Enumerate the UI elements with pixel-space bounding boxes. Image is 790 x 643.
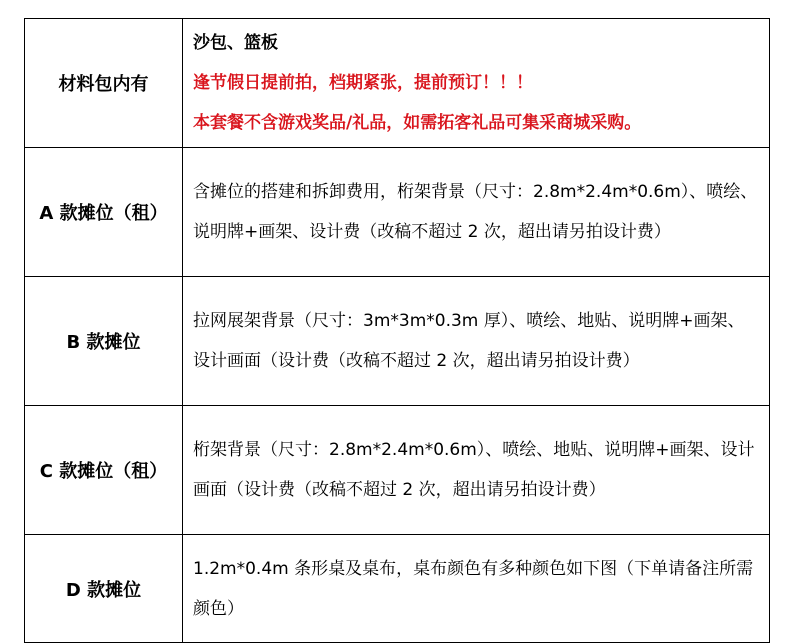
materials-items: 沙包、篮板: [193, 33, 278, 53]
row-label-booth-a: A 款摊位（租）: [25, 148, 183, 277]
table-row-booth-b: [25, 277, 770, 406]
gift-notice: 本套餐不含游戏奖品/礼品，如需拓客礼品可集采商城采购。: [193, 113, 642, 133]
row-content-materials: [183, 19, 770, 148]
row-content-booth-c: 桁架背景（尺寸：2.8m*2.4m*0.6m）、喷绘、地贴、说明牌+画架、设计画面（设计费（改稿不超过 2 次，超出请另拍设计费）: [183, 406, 770, 535]
table-row-booth-d: [25, 535, 770, 643]
row-label-booth-c: C 款摊位（租）: [25, 406, 183, 535]
row-label-materials: 材料包内有: [25, 19, 183, 148]
row-content-booth-a: 含摊位的搭建和拆卸费用，桁架背景（尺寸：2.8m*2.4m*0.6m）、喷绘、说明牌+画架、设计费（改稿不超过 2 次，超出请另拍设计费）: [183, 148, 770, 277]
row-content-booth-d: 1.2m*0.4m 条形桌及桌布，桌布颜色有多种颜色如下图（下单请备注所需颜色）: [183, 535, 770, 643]
table-row-materials: [25, 19, 770, 148]
booking-notice: 逢节假日提前拍，档期紧张，提前预订！！！: [193, 73, 533, 93]
booth-materials-table: [24, 18, 770, 643]
row-content-booth-b: 拉网展架背景（尺寸：3m*3m*0.3m 厚）、喷绘、地贴、说明牌+画架、设计画面（设计费（改稿不超过 2 次，超出请另拍设计费）: [183, 277, 770, 406]
table-row-booth-a: [25, 148, 770, 277]
table-row-booth-c: [25, 406, 770, 535]
row-label-booth-b: B 款摊位: [25, 277, 183, 406]
row-label-booth-d: D 款摊位: [25, 535, 183, 643]
